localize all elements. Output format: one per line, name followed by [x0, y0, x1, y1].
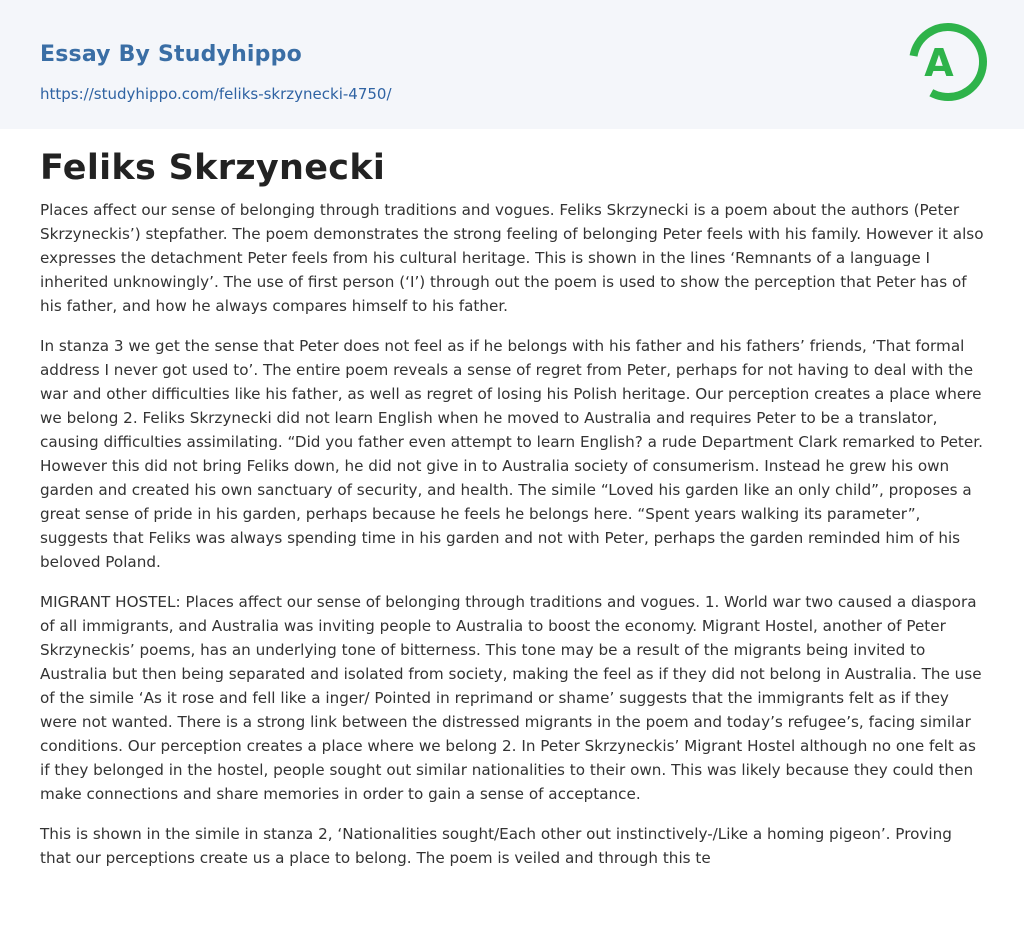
article-paragraph: This is shown in the simile in stanza 2, ‘Nationalities sought/Each other out instinctively-/Like a homing pigeon’. Proving that our perceptions create us a place to belong. The poem is veiled and through this te	[40, 825, 952, 867]
studyhippo-logo-icon[interactable]	[908, 18, 988, 106]
article-paragraph: Places affect our sense of belonging through traditions and vogues. Feliks Skrzynecki is a poem about the authors (Peter Skrzyneckis’) stepfather. The poem demonstrates the strong feeling of belonging Peter feels with his family. However it also expresses the detachment Peter feels from his cultural heritage. This is shown in the lines ‘Remnants of a language I inherited unknowingly’. The use of first person (‘I’) through out the poem is used to show the perception that Peter has of his father, and how he always compares himself to his father.	[40, 201, 984, 315]
logo-letter: A	[924, 41, 954, 85]
site-brand[interactable]: Essay By Studyhippo	[40, 42, 302, 67]
site-header	[0, 0, 1024, 129]
essay-url-link[interactable]: https://studyhippo.com/feliks-skrzynecki-4750/	[40, 85, 392, 103]
article-title: Feliks Skrzynecki	[40, 148, 386, 188]
article-paragraph: MIGRANT HOSTEL: Places affect our sense of belonging through traditions and vogues. 1. World war two caused a diaspora of all immigrants, and Australia was inviting people to Australia to boost the economy. Migrant Hostel, another of Peter Skrzyneckis’ poems, has an underlying tone of bitterness. This tone may be a result of the migrants being invited to Australia but then being separated and isolated from society, making the feel as if they did not belong in Australia. The use of the simile ‘As it rose and fell like a inger/ Pointed in reprimand or shame’ suggests that the immigrants felt as if they were not wanted. There is a strong link between the distressed migrants in the poem and today’s refugee’s, facing similar conditions. Our perception creates a place where we belong 2. In Peter Skrzyneckis’ Migrant Hostel although no one felt as if they belonged in the hostel, people sought out similar nationalities to their own. This was likely because they could then make connections and share memories in order to gain a sense of acceptance.	[40, 593, 982, 803]
article-paragraph: In stanza 3 we get the sense that Peter does not feel as if he belongs with his father and his fathers’ friends, ‘That formal address I never got used to’. The entire poem reveals a sense of regret from Peter, perhaps for not having to deal with the war and other difficulties like his father, as well as regret of losing his Polish heritage. Our perception creates a place where we belong 2. Feliks Skrzynecki did not learn English when he moved to Australia and requires Peter to be a translator, causing difficulties assimilating. “Did you father even attempt to learn English? a rude Department Clark remarked to Peter. However this did not bring Feliks down, he did not give in to Australia society of consumerism. Instead he grew his own garden and created his own sanctuary of security, and health. The simile “Loved his garden like an only child”, proposes a great sense of pride in his garden, perhaps because he feels he belongs here. “Spent years walking its parameter”, suggests that Feliks was always spending time in his garden and not with Peter, perhaps the garden reminded him of his beloved Poland.	[40, 337, 983, 571]
article	[40, 146, 986, 886]
